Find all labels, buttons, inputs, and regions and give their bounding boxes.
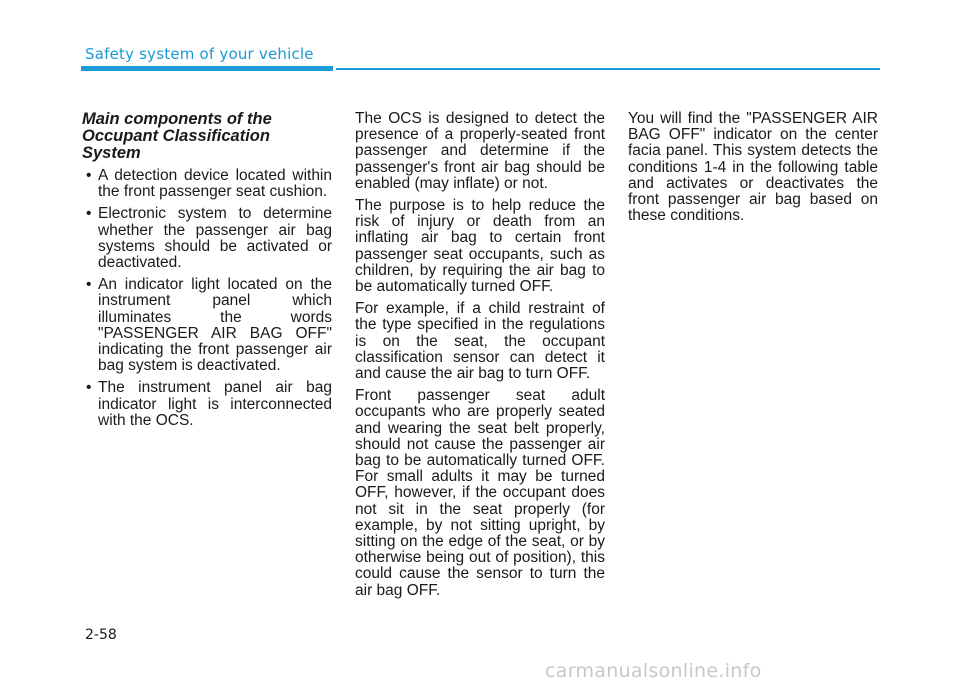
bullet-dot-icon: • (86, 167, 92, 184)
heading-line-1: Main components of the (82, 110, 272, 128)
section-header: Safety system of your vehicle (85, 45, 314, 63)
list-item-text: Electronic system to determine whether the passenger air bag systems should be activated or deactivated. (98, 205, 332, 272)
column-2 (355, 111, 605, 605)
list-item (82, 380, 332, 429)
watermark: carmanualsonline.info (545, 660, 762, 682)
list-item (82, 277, 332, 374)
paragraph: The OCS is designed to detect the presence of a properly-seated front passenger and determine if the passenger's front air bag should be enabled (may inflate) or not. (355, 110, 605, 192)
paragraph: You will find the "PASSENGER AIR BAG OFF" indicator on the center facia panel. This system detects the conditions 1-4 in the following table and activates or deactivates the front passenger air bag based on these conditions. (628, 110, 878, 225)
column-3 (628, 111, 878, 230)
heading-line-2: Occupant Classification System (82, 127, 270, 162)
paragraph: For example, if a child restraint of the type specified in the regulations is on the seat, the occupant classification sensor can detect it and cause the air bag to turn OFF. (355, 300, 605, 383)
list-item (82, 168, 332, 200)
list-item-text: The instrument panel air bag indicator light is interconnected with the OCS. (98, 379, 332, 429)
component-list (82, 168, 332, 429)
list-item (82, 206, 332, 271)
column-1 (82, 111, 332, 435)
list-item-text: An indicator light located on the instrument panel which illuminates the words "PASSENGER AIR BAG OFF" indicating the front passenger air bag system is deactivated. (98, 276, 332, 375)
bullet-dot-icon: • (86, 276, 92, 294)
header-rule-thick (81, 66, 333, 71)
bullet-dot-icon: • (86, 205, 92, 223)
bullet-dot-icon: • (86, 379, 92, 397)
header-rule-thin (336, 68, 880, 70)
paragraph: The purpose is to help reduce the risk of injury or death from an inflating air bag to certain front passenger seat occupants, such as children, by requiring the air bag to be automatically turned OFF. (355, 197, 605, 296)
section-heading (82, 111, 332, 162)
paragraph: Front passenger seat adult occupants who are properly seated and wearing the seat belt properly, should not cause the passenger air bag to be automatically turned OFF. For small adults it may be turned OFF, however, if the occupant does not sit in the seat properly (for example, by not sitting upright, by sitting on the edge of the seat, or by otherwise being out of position), this could cause the sensor to turn the air bag OFF. (355, 387, 605, 599)
page-number: 2-58 (85, 627, 117, 643)
list-item-text: A detection device located within the front passenger seat cushion. (98, 167, 332, 201)
